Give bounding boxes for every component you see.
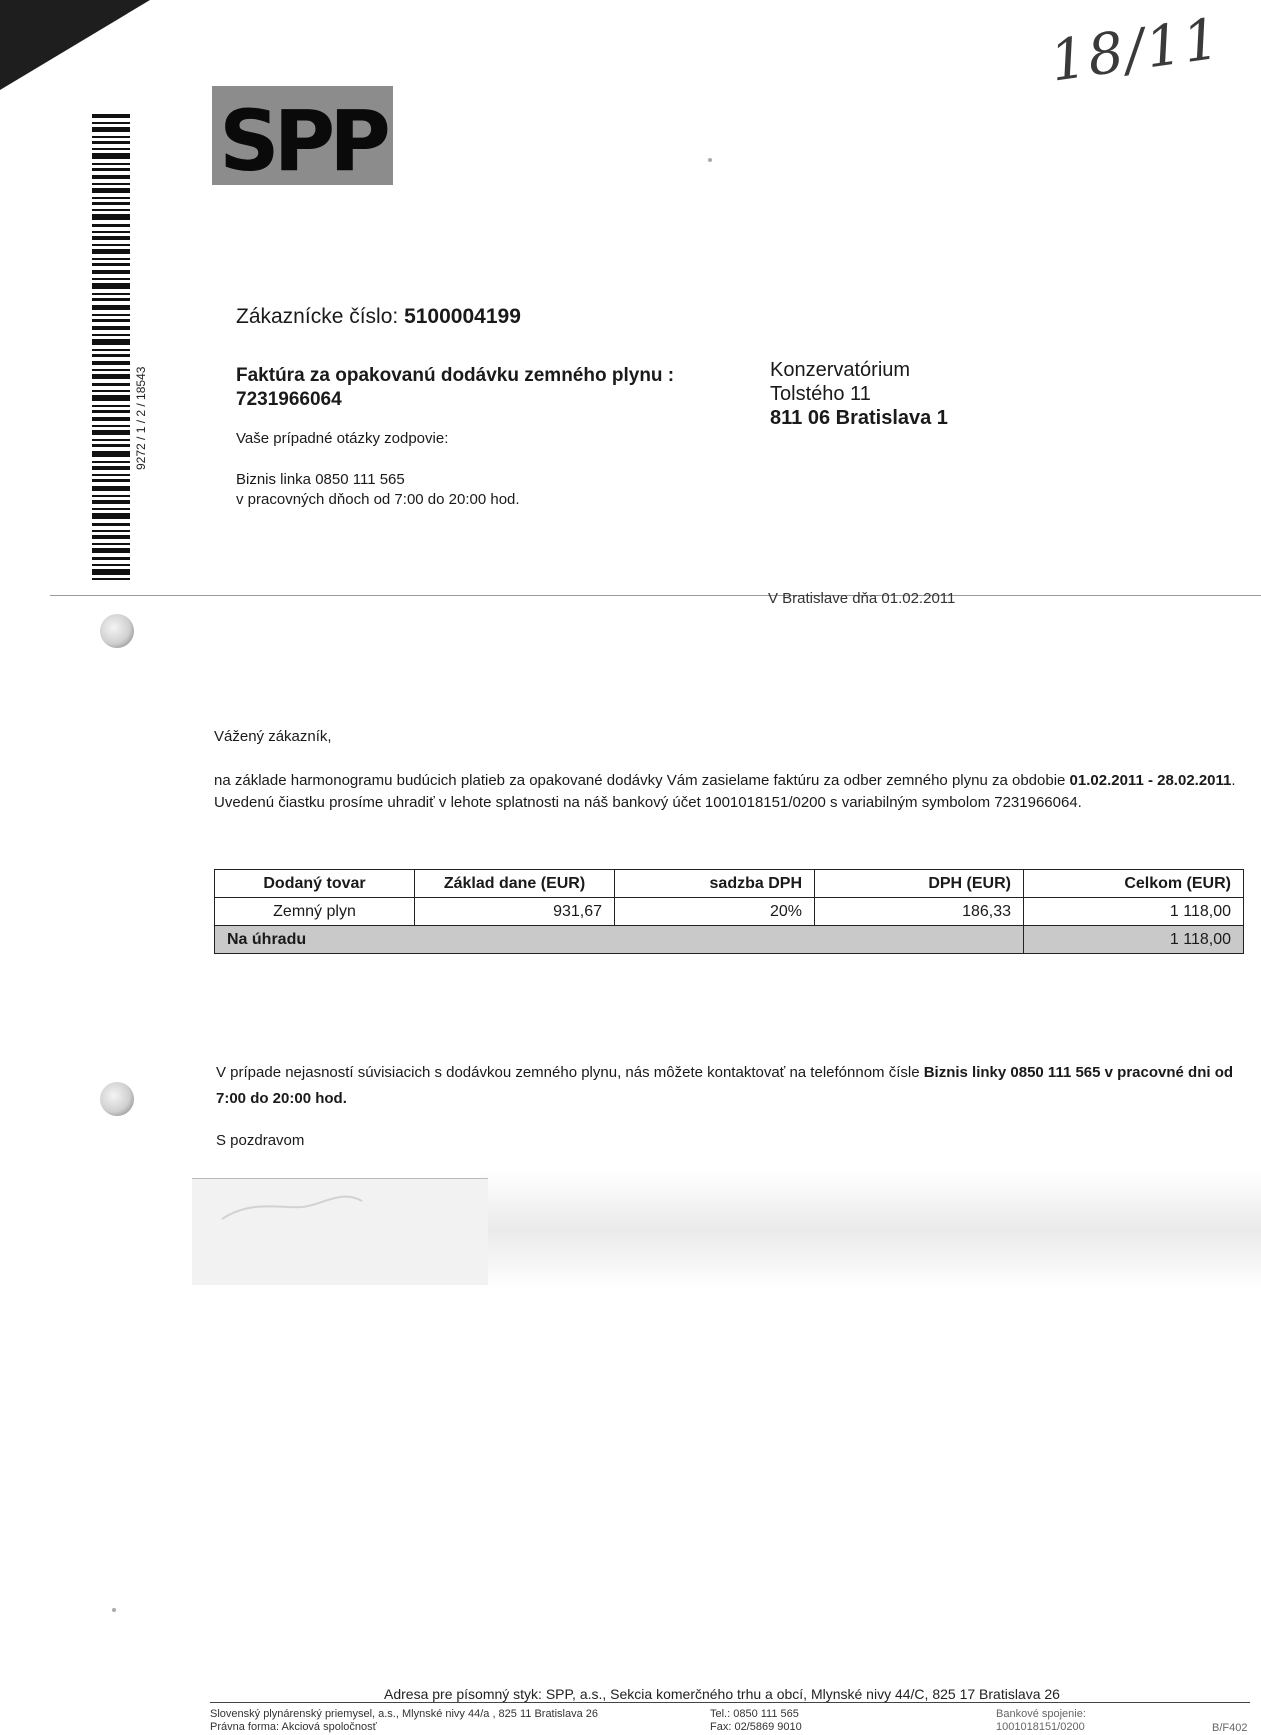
footer-phone: Tel.: 0850 111 565 Fax: 02/5869 9010 bbox=[710, 1708, 802, 1733]
signature-stamp bbox=[192, 1178, 488, 1285]
recipient-address bbox=[770, 358, 948, 430]
body-paragraph-1: na základe harmonogramu budúcich platieb za opakované dodávky Vám zasielame faktúru za odber zemného plynu za obdobie 01.02.2011 - 28.02.2011. bbox=[214, 772, 1236, 789]
col-header-total: Celkom (EUR) bbox=[1024, 870, 1244, 898]
letter-body bbox=[214, 770, 1246, 814]
biznis-hours: v pracovných dňoch od 7:00 do 20:00 hod. bbox=[236, 491, 520, 509]
col-header-rate: sadzba DPH bbox=[615, 870, 815, 898]
barcode-icon bbox=[92, 114, 130, 580]
billing-period: 01.02.2011 - 28.02.2011 bbox=[1069, 772, 1232, 789]
scan-streak bbox=[480, 1170, 1261, 1290]
footer-code: B/F402 bbox=[1212, 1722, 1248, 1734]
recipient-city: 811 06 Bratislava 1 bbox=[770, 407, 948, 429]
regards: S pozdravom bbox=[216, 1132, 305, 1149]
logo-text: SPP bbox=[219, 92, 385, 185]
scan-speck bbox=[112, 1608, 116, 1612]
biznis-line bbox=[236, 470, 520, 511]
folded-corner bbox=[0, 0, 160, 140]
customer-number bbox=[236, 305, 521, 329]
fold-line bbox=[50, 595, 1261, 596]
cell-base: 931,67 bbox=[415, 898, 615, 926]
cell-item: Zemný plyn bbox=[215, 898, 415, 926]
total-label: Na úhradu bbox=[215, 926, 1024, 954]
punch-hole bbox=[100, 614, 134, 648]
scan-speck bbox=[708, 158, 712, 162]
barcode-number: 9272 / 1 / 2 / 18543 bbox=[134, 366, 148, 470]
table-row bbox=[215, 898, 1244, 926]
invoice-table bbox=[214, 869, 1244, 954]
table-total-row bbox=[215, 926, 1244, 954]
cell-vat: 186,33 bbox=[815, 898, 1024, 926]
customer-number-label: Zákaznícke číslo: bbox=[236, 305, 399, 328]
greeting: Vážený zákazník, bbox=[214, 728, 332, 745]
customer-number-value: 5100004199 bbox=[404, 305, 521, 328]
footer-bank: Bankové spojenie: 1001018151/0200 bbox=[996, 1708, 1086, 1733]
contact-hotline: Biznis linky 0850 111 565 v pracovné dni od 7:00 do 20:00 hod. bbox=[216, 1064, 1234, 1108]
table-header-row bbox=[215, 870, 1244, 898]
recipient-name: Konzervatórium bbox=[770, 359, 911, 381]
invoice-number: 7231966064 bbox=[236, 389, 342, 411]
handwritten-note: 18/11 bbox=[1045, 6, 1225, 95]
total-amount: 1 118,00 bbox=[1024, 926, 1244, 954]
cell-rate: 20% bbox=[615, 898, 815, 926]
body-paragraph-2: Uvedenú čiastku prosíme uhradiť v lehote splatnosti na náš bankový účet 1001018151/0200 s variabilným symbolom 7231966064. bbox=[214, 793, 1082, 811]
biznis-phone: Biznis linka 0850 111 565 bbox=[236, 471, 405, 488]
spp-logo bbox=[212, 86, 393, 185]
cell-total: 1 118,00 bbox=[1024, 898, 1244, 926]
invoice-title bbox=[236, 364, 674, 413]
footer-divider bbox=[210, 1702, 1250, 1703]
punch-hole bbox=[100, 1082, 134, 1116]
invoice-title-text: Faktúra za opakovanú dodávku zemného plynu : bbox=[236, 365, 675, 386]
col-header-base: Základ dane (EUR) bbox=[415, 870, 615, 898]
issue-date: V Bratislave dňa 01.02.2011 bbox=[768, 590, 956, 607]
footer-company: Slovenský plynárenský priemysel, a.s., Mlynské nivy 44/a , 825 11 Bratislava 26 Právna forma: Akciová spoločnosť bbox=[210, 1708, 599, 1733]
col-header-vat: DPH (EUR) bbox=[815, 870, 1024, 898]
recipient-street: Tolstého 11 bbox=[770, 383, 871, 405]
contact-paragraph: V prípade nejasností súvisiacich s dodávkou zemného plynu, nás môžete kontaktovať na telefónnom čísle Biznis linky 0850 111 565 v pracovné dni od 7:00 do 20:00 hod. bbox=[216, 1064, 1234, 1108]
questions-label: Vaše prípadné otázky zodpovie: bbox=[236, 430, 449, 447]
postal-address: Adresa pre písomný styk: SPP, a.s., Sekcia komerčného trhu a obcí, Mlynské nivy 44/C, 825 17 Bratislava 26 bbox=[384, 1686, 1060, 1702]
col-header-item: Dodaný tovar bbox=[215, 870, 415, 898]
